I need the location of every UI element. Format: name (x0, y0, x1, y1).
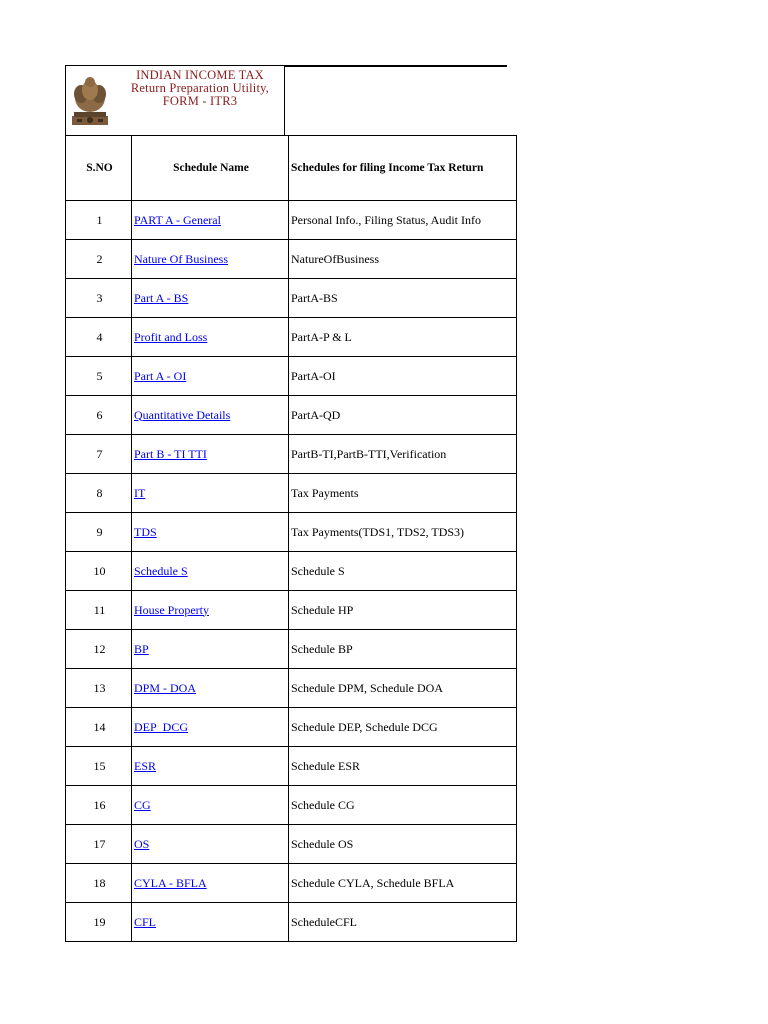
schedule-name-cell (132, 279, 289, 318)
schedule-name-cell (132, 552, 289, 591)
schedule-description: PartA-P & L (289, 318, 517, 357)
schedule-name-cell (132, 864, 289, 903)
schedule-link[interactable]: OS (134, 836, 150, 851)
schedule-name-cell (132, 240, 289, 279)
column-header-schedules-for-filing: Schedules for filing Income Tax Return (289, 136, 517, 201)
schedule-description: Schedule HP (289, 591, 517, 630)
logo-text (116, 69, 284, 108)
schedule-description: Schedule DEP, Schedule DCG (289, 708, 517, 747)
schedule-name-cell (132, 825, 289, 864)
serial-number: 3 (66, 279, 132, 318)
schedule-name-cell (132, 201, 289, 240)
schedule-link[interactable]: TDS (134, 524, 157, 539)
schedule-description: PartA-OI (289, 357, 517, 396)
serial-number: 1 (66, 201, 132, 240)
serial-number: 14 (66, 708, 132, 747)
schedule-name-cell (132, 708, 289, 747)
table-row (66, 240, 517, 279)
schedule-description: ScheduleCFL (289, 903, 517, 942)
schedule-description: Tax Payments(TDS1, TDS2, TDS3) (289, 513, 517, 552)
schedule-link[interactable]: DPM - DOA (134, 680, 197, 695)
schedule-name-cell (132, 357, 289, 396)
schedule-name-cell (132, 630, 289, 669)
schedule-description: PartB-TI,PartB-TTI,Verification (289, 435, 517, 474)
schedule-description: Schedule CYLA, Schedule BFLA (289, 864, 517, 903)
serial-number: 12 (66, 630, 132, 669)
column-header-schedule-name: Schedule Name (132, 136, 289, 201)
serial-number: 18 (66, 864, 132, 903)
serial-number: 16 (66, 786, 132, 825)
schedule-link[interactable]: Part A - OI (134, 368, 187, 383)
schedule-description: Personal Info., Filing Status, Audit Info (289, 201, 517, 240)
schedule-link[interactable]: House Property (134, 602, 209, 617)
table-header-row (66, 136, 517, 201)
schedule-name-cell (132, 669, 289, 708)
schedule-description: PartA-QD (289, 396, 517, 435)
schedule-link[interactable]: ESR (134, 758, 157, 773)
table-row (66, 630, 517, 669)
schedule-name-cell (132, 591, 289, 630)
table-row (66, 279, 517, 318)
table-row (66, 669, 517, 708)
schedule-link[interactable]: DEP_DCG (134, 719, 189, 734)
schedule-description: Schedule OS (289, 825, 517, 864)
column-header-sno: S.NO (66, 136, 132, 201)
schedule-link[interactable]: CG (134, 797, 151, 812)
schedule-description: Schedule S (289, 552, 517, 591)
logo-line-2: Return Preparation Utility, (130, 81, 270, 95)
serial-number: 11 (66, 591, 132, 630)
table-row (66, 396, 517, 435)
schedule-name-cell (132, 786, 289, 825)
schedule-name-cell (132, 513, 289, 552)
schedule-link[interactable]: Part B - TI TTI (134, 446, 207, 461)
schedule-link[interactable]: Schedule S (134, 563, 188, 578)
table-row (66, 513, 517, 552)
table-row (66, 552, 517, 591)
schedule-link[interactable]: Nature Of Business (134, 251, 228, 266)
serial-number: 17 (66, 825, 132, 864)
schedule-table (65, 135, 517, 942)
logo-banner (65, 66, 285, 135)
schedule-description: PartA-BS (289, 279, 517, 318)
header-blank-cell (285, 66, 507, 135)
table-row (66, 435, 517, 474)
schedule-link[interactable]: Part A - BS (134, 290, 189, 305)
table-row (66, 786, 517, 825)
serial-number: 4 (66, 318, 132, 357)
schedule-description: Schedule ESR (289, 747, 517, 786)
spreadsheet (65, 65, 507, 942)
schedule-name-cell (132, 318, 289, 357)
schedule-link[interactable]: Profit and Loss (134, 329, 208, 344)
serial-number: 2 (66, 240, 132, 279)
national-emblem-icon (68, 72, 112, 128)
serial-number: 8 (66, 474, 132, 513)
schedule-name-cell (132, 435, 289, 474)
serial-number: 9 (66, 513, 132, 552)
table-row (66, 201, 517, 240)
schedule-description: Schedule DPM, Schedule DOA (289, 669, 517, 708)
table-row (66, 825, 517, 864)
table-row (66, 474, 517, 513)
serial-number: 15 (66, 747, 132, 786)
schedule-name-cell (132, 396, 289, 435)
schedule-description: Tax Payments (289, 474, 517, 513)
schedule-description: NatureOfBusiness (289, 240, 517, 279)
table-row (66, 318, 517, 357)
logo-line-1: INDIAN INCOME TAX (136, 68, 264, 82)
table-row (66, 357, 517, 396)
table-row (66, 708, 517, 747)
serial-number: 13 (66, 669, 132, 708)
table-row (66, 591, 517, 630)
schedule-description: Schedule CG (289, 786, 517, 825)
schedule-link[interactable]: CFL (134, 914, 157, 929)
schedule-link[interactable]: IT (134, 485, 146, 500)
table-row (66, 864, 517, 903)
table-row (66, 747, 517, 786)
serial-number: 7 (66, 435, 132, 474)
logo-line-3: FORM - ITR3 (162, 94, 238, 108)
serial-number: 19 (66, 903, 132, 942)
schedule-link[interactable]: Quantitative Details (134, 407, 231, 422)
serial-number: 5 (66, 357, 132, 396)
schedule-description: Schedule BP (289, 630, 517, 669)
schedule-name-cell (132, 903, 289, 942)
table-row (66, 903, 517, 942)
schedule-link[interactable]: BP (134, 641, 149, 656)
schedule-link[interactable]: PART A - General (134, 212, 221, 227)
schedule-name-cell (132, 747, 289, 786)
serial-number: 6 (66, 396, 132, 435)
serial-number: 10 (66, 552, 132, 591)
header-row (65, 65, 507, 135)
schedule-link[interactable]: CYLA - BFLA (134, 875, 207, 890)
schedule-name-cell (132, 474, 289, 513)
